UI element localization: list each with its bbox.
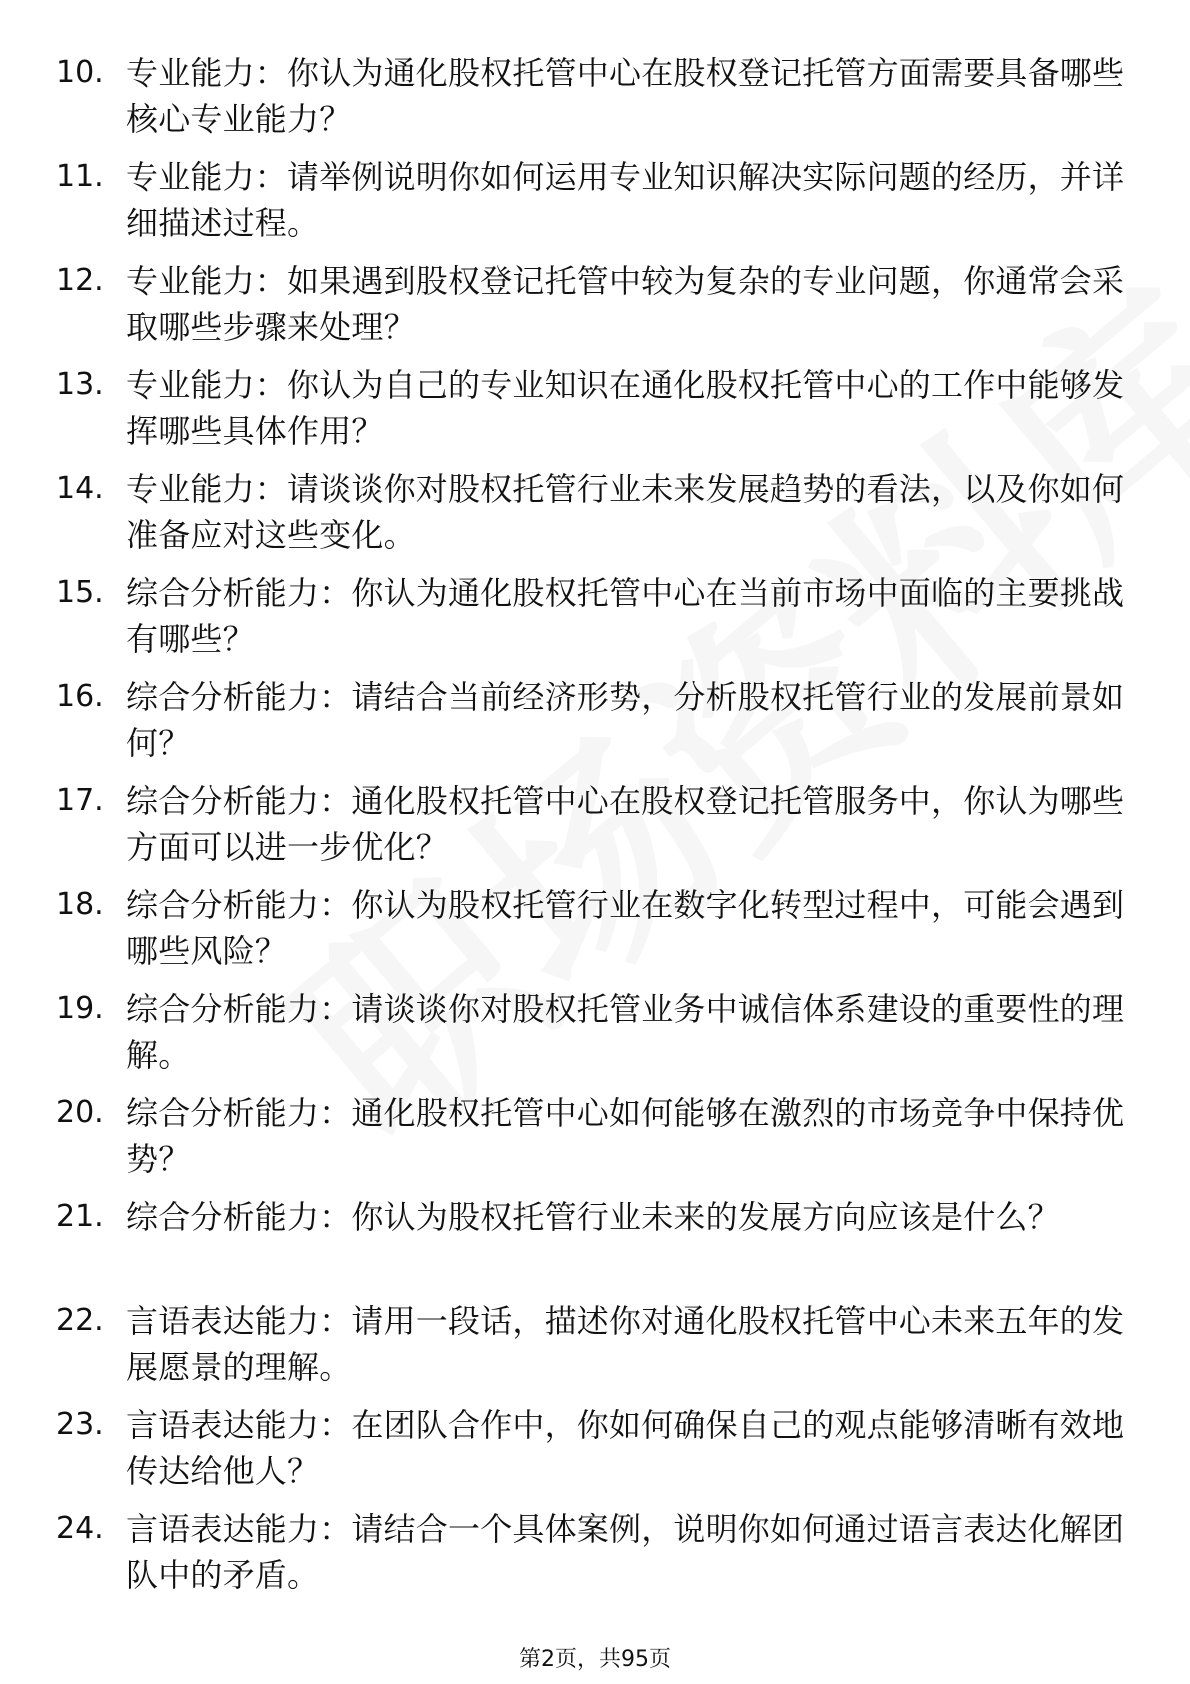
list-item: [0, 50, 1190, 154]
question-number: 15.: [56, 575, 104, 610]
page-footer: 第2页，共95页: [519, 1647, 671, 1672]
question-number: 12.: [56, 263, 104, 298]
question-text: 综合分析能力：请谈谈你对股权托管业务中诚信体系建设的重要性的理解。: [126, 990, 1125, 1074]
list-item: [0, 154, 1190, 258]
question-number: 13.: [56, 367, 104, 402]
question-number: 16.: [56, 679, 104, 714]
question-number: 10.: [56, 55, 104, 90]
list-item: [0, 778, 1190, 882]
list-item: [0, 1298, 1190, 1402]
question-number: 20.: [56, 1095, 104, 1130]
list-item: [0, 466, 1190, 570]
question-text: 言语表达能力：请用一段话，描述你对通化股权托管中心未来五年的发展愿景的理解。: [126, 1302, 1125, 1386]
list-item: [0, 1090, 1190, 1194]
question-text: 专业能力：请谈谈你对股权托管行业未来发展趋势的看法，以及你如何准备应对这些变化。: [126, 470, 1125, 554]
question-number: 21.: [56, 1199, 104, 1234]
question-text: 专业能力：请举例说明你如何运用专业知识解决实际问题的经历，并详细描述过程。: [126, 158, 1125, 242]
question-text: 综合分析能力：你认为股权托管行业在数字化转型过程中，可能会遇到哪些风险？: [126, 886, 1125, 970]
question-text: 专业能力：你认为自己的专业知识在通化股权托管中心的工作中能够发挥哪些具体作用？: [126, 366, 1125, 450]
question-text: 综合分析能力：你认为股权托管行业未来的发展方向应该是什么？: [126, 1198, 1060, 1236]
list-item: [0, 1402, 1190, 1506]
list-item: [0, 258, 1190, 362]
list-item: [0, 986, 1190, 1090]
question-number: 22.: [56, 1303, 104, 1338]
question-number: 23.: [56, 1407, 104, 1442]
list-item: [0, 570, 1190, 674]
question-list: [0, 50, 1190, 1610]
list-item: [0, 882, 1190, 986]
list-item: [0, 1194, 1190, 1298]
list-item: [0, 674, 1190, 778]
question-number: 11.: [56, 159, 104, 194]
question-text: 专业能力：如果遇到股权登记托管中较为复杂的专业问题，你通常会采取哪些步骤来处理？: [126, 262, 1125, 346]
question-text: 言语表达能力：在团队合作中，你如何确保自己的观点能够清晰有效地传达给他人？: [126, 1406, 1125, 1490]
question-text: 综合分析能力：通化股权托管中心如何能够在激烈的市场竞争中保持优势？: [126, 1094, 1125, 1178]
question-text: 综合分析能力：请结合当前经济形势，分析股权托管行业的发展前景如何？: [126, 678, 1125, 762]
question-text: 言语表达能力：请结合一个具体案例，说明你如何通过语言表达化解团队中的矛盾。: [126, 1510, 1125, 1594]
list-item: [0, 1506, 1190, 1610]
question-number: 19.: [56, 991, 104, 1026]
question-text: 专业能力：你认为通化股权托管中心在股权登记托管方面需要具备哪些核心专业能力？: [126, 54, 1125, 138]
question-number: 14.: [56, 471, 104, 506]
question-number: 17.: [56, 783, 104, 818]
question-text: 综合分析能力：你认为通化股权托管中心在当前市场中面临的主要挑战有哪些？: [126, 574, 1125, 658]
question-text: 综合分析能力：通化股权托管中心在股权登记托管服务中，你认为哪些方面可以进一步优化？: [126, 782, 1125, 866]
question-number: 24.: [56, 1511, 104, 1546]
question-number: 18.: [56, 887, 104, 922]
list-item: [0, 362, 1190, 466]
